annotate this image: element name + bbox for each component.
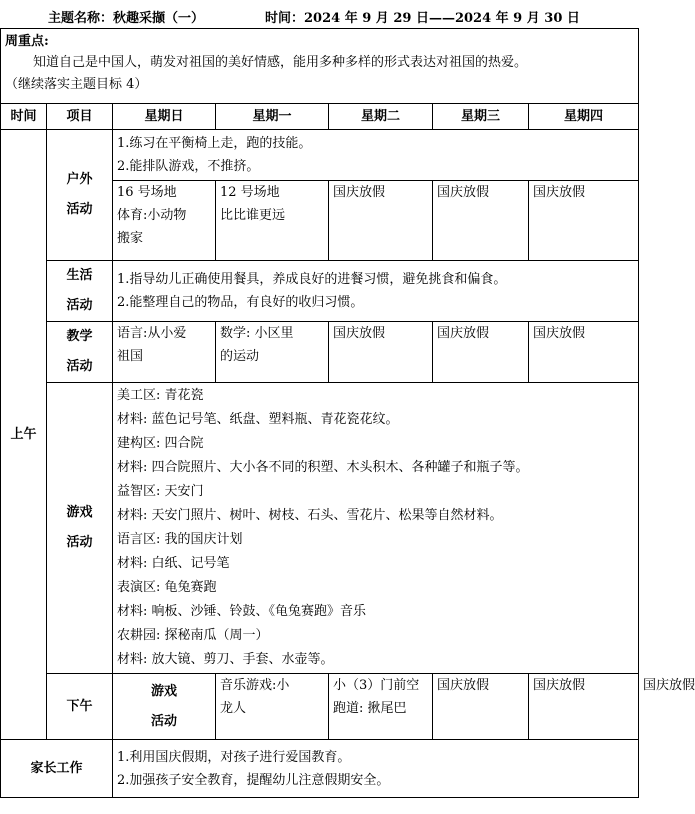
weekly-focus-text: 知道自己是中国人，萌发对祖国的美好情感，能用多种多样的形式表达对祖国的热爱。 — [33, 55, 528, 70]
outdoor-thursday-cell — [529, 181, 639, 261]
afternoon-tuesday-cell — [433, 674, 529, 740]
afternoon-sunday-line-2: 龙人 — [220, 701, 247, 716]
outdoor-label-line-1: 户外 — [66, 172, 93, 187]
column-header-item: 项目 — [47, 104, 113, 130]
game-area-line: 表演区: 龟兔赛跑 — [117, 580, 217, 595]
weekly-plan-table — [0, 28, 695, 798]
game-area-line: 材料: 放大镜、剪刀、手套、水壶等。 — [117, 652, 334, 667]
outdoor-label-cell — [47, 130, 113, 261]
afternoon-wednesday-line-1: 国庆放假 — [533, 678, 586, 693]
afternoon-game-label-line-1: 游戏 — [150, 683, 177, 699]
afternoon-sunday-line-1: 音乐游戏:小 — [220, 678, 290, 693]
outdoor-goals-cell — [113, 130, 639, 181]
outdoor-tuesday-line-1: 国庆放假 — [333, 185, 386, 200]
teaching-activities-row — [1, 322, 639, 383]
game-area-line: 美工区: 青花瓷 — [117, 388, 204, 403]
afternoon-game-label-line-2: 活动 — [150, 713, 177, 729]
teaching-sunday-cell — [113, 322, 216, 383]
game-area-line: 语言区: 我的国庆计划 — [117, 532, 243, 547]
parents-work-line-2: 2.加强孩子安全教育，提醒幼儿注意假期安全。 — [117, 772, 390, 788]
outdoor-monday-line-2: 比比谁更远 — [220, 208, 286, 223]
weekly-focus-title: 周重点: — [5, 34, 49, 49]
parents-work-row — [1, 740, 639, 798]
column-header-monday: 星期一 — [216, 104, 329, 130]
theme-name: 主题名称：秋趣采撷（一） — [48, 11, 205, 26]
teaching-thursday-cell — [529, 322, 639, 383]
outdoor-goals-row — [1, 130, 639, 181]
parents-work-line-1: 1.利用国庆假期，对孩子进行爱国教育。 — [117, 749, 351, 765]
teaching-thursday-line-1: 国庆放假 — [533, 326, 586, 341]
outdoor-label-line-2: 活动 — [66, 202, 93, 217]
teaching-wednesday-cell — [433, 322, 529, 383]
game-area-line: 材料: 响板、沙锤、铃鼓、《龟兔赛跑》音乐 — [117, 604, 367, 619]
afternoon-monday-cell — [329, 674, 433, 740]
afternoon-monday-line-1: 小（3）门前空 — [333, 678, 420, 693]
teaching-label-cell — [47, 322, 113, 383]
teaching-monday-line-1: 数学: 小区里 — [220, 326, 294, 341]
afternoon-label: 下午 — [47, 674, 113, 740]
teaching-label-line-2: 活动 — [66, 359, 93, 374]
game-area-line: 农耕园: 探秘南瓜（周一） — [117, 628, 269, 643]
afternoon-tuesday-line-1: 国庆放假 — [437, 678, 490, 693]
outdoor-sunday-cell — [113, 181, 216, 261]
teaching-sunday-line-2: 祖国 — [117, 349, 144, 364]
outdoor-goal-1: 1.练习在平衡椅上走，跑的技能。 — [117, 136, 312, 151]
outdoor-sunday-line-3: 搬家 — [117, 231, 144, 246]
teaching-monday-cell — [216, 322, 329, 383]
afternoon-wednesday-cell — [529, 674, 639, 740]
life-label-line-1: 生活 — [66, 268, 93, 283]
game-area-line: 材料: 四合院照片、大小各不同的积塑、木头积木、各种罐子和瓶子等。 — [117, 460, 529, 475]
outdoor-monday-line-1: 12 号场地 — [220, 185, 280, 200]
afternoon-game-label-cell — [113, 674, 216, 740]
game-area-line: 益智区: 天安门 — [117, 484, 204, 499]
teaching-tuesday-line-1: 国庆放假 — [333, 326, 386, 341]
teaching-monday-line-2: 的运动 — [220, 349, 260, 364]
document-header — [0, 4, 639, 26]
parents-work-cell — [113, 740, 639, 798]
afternoon-sunday-cell — [216, 674, 329, 740]
life-goal-1: 1.指导幼儿正确使用餐具，养成良好的进餐习惯，避免挑食和偏食。 — [117, 272, 507, 287]
life-activities-row — [1, 261, 639, 322]
game-area-line: 材料: 蓝色记号笔、纸盘、塑料瓶、青花瓷花纹。 — [117, 412, 399, 427]
column-header-row — [1, 104, 639, 130]
outdoor-monday-cell — [216, 181, 329, 261]
game-label-line-2: 活动 — [66, 535, 93, 550]
outdoor-sunday-line-1: 16 号场地 — [117, 185, 177, 200]
teaching-label-line-1: 教学 — [66, 329, 93, 344]
life-label-cell — [47, 261, 113, 322]
teaching-sunday-line-1: 语言:从小爱 — [117, 326, 187, 341]
life-label-line-2: 活动 — [66, 298, 93, 313]
afternoon-monday-line-2: 跑道: 揪尾巴 — [333, 701, 407, 716]
column-header-time: 时间 — [1, 104, 47, 130]
outdoor-sunday-line-2: 体育:小动物 — [117, 208, 187, 223]
weekly-focus-row — [1, 29, 639, 104]
teaching-tuesday-cell — [329, 322, 433, 383]
morning-label: 上午 — [1, 130, 47, 740]
game-area-line: 建构区: 四合院 — [117, 436, 204, 451]
game-area-line: 材料: 天安门照片、树叶、树枝、石头、雪花片、松果等自然材料。 — [117, 508, 503, 523]
game-label-line-1: 游戏 — [66, 505, 93, 520]
column-header-tuesday: 星期二 — [329, 104, 433, 130]
outdoor-wednesday-cell — [433, 181, 529, 261]
outdoor-thursday-line-1: 国庆放假 — [533, 185, 586, 200]
date-range: 时间：2024 年 9 月 29 日——2024 年 9 月 30 日 — [265, 11, 580, 26]
game-area-line: 材料: 白纸、记号笔 — [117, 556, 230, 571]
game-areas-cell — [113, 383, 639, 674]
life-goals-cell — [113, 261, 639, 322]
outdoor-goal-2: 2.能排队游戏，不推挤。 — [117, 159, 260, 174]
column-header-thursday: 星期四 — [529, 104, 639, 130]
column-header-sunday: 星期日 — [113, 104, 216, 130]
afternoon-row: 下午 游戏 活动 音乐游戏:小 龙人 小（3）门前空 跑道: 揪尾巴 国庆放假 国庆放假 国庆放假 — [1, 674, 639, 740]
game-label-cell — [47, 383, 113, 674]
weekly-focus-cell — [1, 29, 639, 104]
game-activities-row — [1, 383, 639, 674]
column-header-wednesday: 星期三 — [433, 104, 529, 130]
outdoor-tuesday-cell — [329, 181, 433, 261]
life-goal-2: 2.能整理自己的物品，有良好的收归习惯。 — [117, 295, 364, 310]
parents-work-label: 家长工作 — [1, 740, 113, 798]
weekly-focus-note: （继续落实主题目标 4） — [5, 77, 148, 92]
teaching-wednesday-line-1: 国庆放假 — [437, 326, 490, 341]
outdoor-wednesday-line-1: 国庆放假 — [437, 185, 490, 200]
